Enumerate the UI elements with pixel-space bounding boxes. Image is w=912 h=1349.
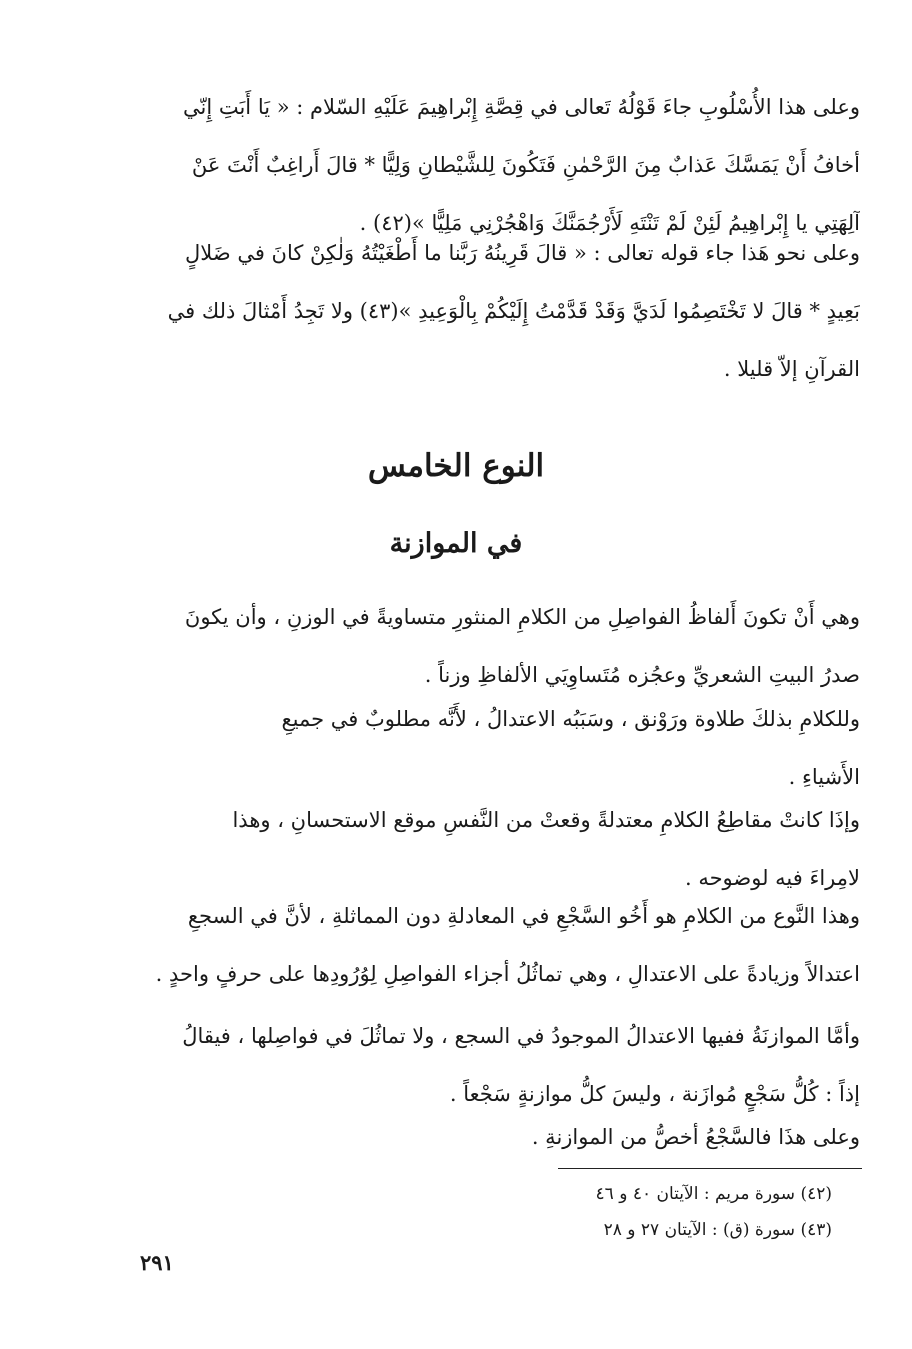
footnote-42: (٤٢) سورة مريم : الآيتان ٤٠ و ٤٦ (595, 1184, 832, 1204)
paragraph-quran-qarin (148, 224, 860, 398)
text-line: وعلى هذَا فالسَّجْعُ أخصُّ من الموازنةِ . (531, 1125, 860, 1149)
paragraph-conclusion (148, 1108, 860, 1166)
text-line: بَعِيدٍ * قالَ لا تَخْتَصِمُوا لَدَيَّ وَقَدْ قَدَّمْتُ إِلَيْكُمْ بِالْوَعِيدِ »(٤٣) ولا تَجِدُ أَمْثالَ ذلك في (167, 299, 860, 323)
text-line: الأَشياءِ . (788, 765, 860, 789)
page-number: ٢٩١ (140, 1250, 174, 1275)
text-line: لامِراءَ فيه لوضوحه . (684, 866, 860, 890)
text-line: صدرُ البيتِ الشعريِّ وعجُزه مُتَساوِيَي الألفاظِ وزناً . (424, 663, 860, 687)
paragraph-definition (148, 588, 860, 704)
footnote-43: (٤٣) سورة (ق) : الآيتان ٢٧ و ٢٨ (603, 1220, 832, 1240)
paragraph-beauty (148, 690, 860, 806)
text-line: وإذَا كانتْ مقاطِعُ الكلامِ معتدلةً وقعتْ من النَّفسِ موقع الاستحسانِ ، وهذا (232, 808, 860, 832)
text-line: إذاً : كُلُّ سَجْعٍ مُوازَنة ، وليسَ كلُّ موازنةٍ سَجْعاً . (449, 1082, 860, 1106)
text-line: وأمَّا الموازنَةُ ففيها الاعتدالُ الموجودُ في السجع ، ولا تماثُلَ في فواصِلها ، فيقالُ (182, 1024, 860, 1048)
text-line: وهذا النَّوع من الكلامِ هو أَخُو السَّجْعِ في المعادلةِ دون المماثلةِ ، لأنَّ في السجعِ (187, 904, 860, 928)
footnote-separator (558, 1168, 862, 1169)
text-line: وللكلامِ بذلكَ طلاوة ورَوْنق ، وسَبَبُه الاعتدالُ ، لأَنَّه مطلوبٌ في جميعِ (281, 707, 860, 731)
text-line: أخافُ أَنْ يَمَسَّكَ عَذابٌ مِنَ الرَّحْمٰنِ فَتَكُونَ لِلشَّيْطانِ وَلِيًّا * قالَ أَراغِبٌ أَنْتَ عَنْ (191, 153, 860, 177)
section-subheading: في الموازنة (389, 528, 523, 559)
paragraph-saj-comparison (148, 887, 860, 1003)
text-line: وعلى هذا الأُسْلُوبِ جاءَ قَوْلُهُ تَعالى في قِصَّةِ إِبْراهِيمَ عَلَيْهِ السّلام : « يَا أَبَتِ إِنّي (182, 95, 860, 119)
text-line: اعتدالاً وزيادةً على الاعتدالِ ، وهي تماثُلُ أجزاء الفواصِلِ لِوُرُودِها على حرفٍ واحدٍ . (155, 962, 860, 986)
text-line: وعلى نحو هَذا جاء قوله تعالى : « قالَ قَرِينُهُ رَبَّنا ما أَطْغَيْتُهُ وَلٰكِنْ كانَ في ضَلالٍ (185, 241, 860, 265)
text-line: القرآنِ إلاّ قليلا . (723, 357, 860, 381)
footnotes (400, 1176, 832, 1248)
paragraph-muwazana (148, 1007, 860, 1123)
text-line: وهي أَنْ تكونَ أَلفاظُ الفواصِلِ من الكلامِ المنثورِ متساويةً في الوزنِ ، وأن يكونَ (184, 605, 860, 629)
text-line: آلِهَتِي يا إِبْراهِيمُ لَئِنْ لَمْ تَنْتَهِ لَأَرْجُمَنَّكَ وَاهْجُرْنِي مَلِيًّا »(٤٢) . (359, 211, 860, 235)
section-heading: النوع الخامس (367, 448, 545, 484)
